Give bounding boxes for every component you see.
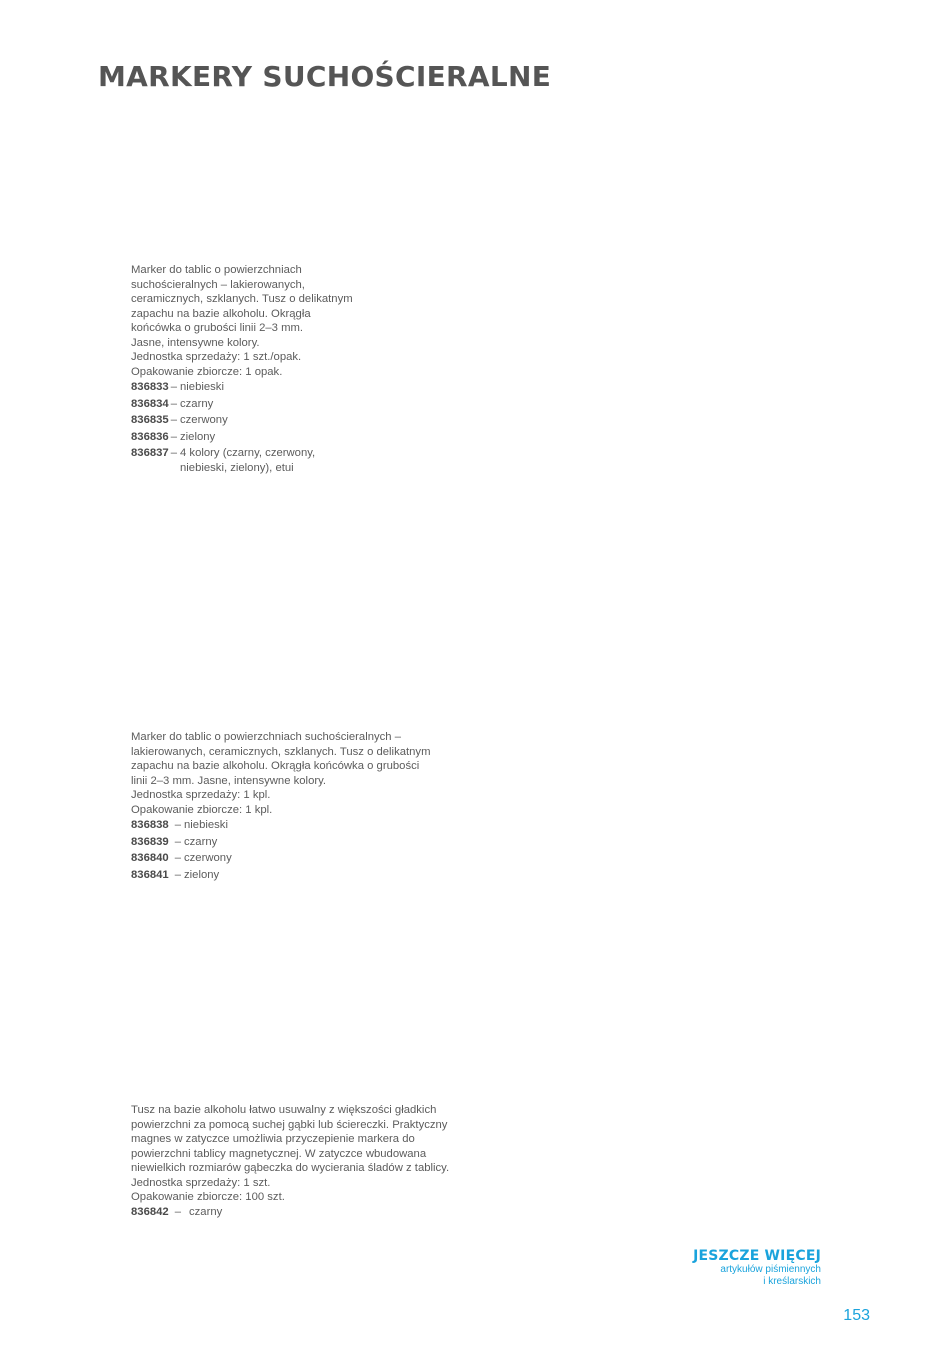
color-label: niebieski <box>184 819 228 831</box>
dash: – <box>170 381 177 393</box>
color-label: czarny <box>180 397 214 410</box>
color-label: czerwony <box>180 414 228 426</box>
color-label: zielony <box>180 430 216 443</box>
code-row <box>131 834 430 851</box>
product-description: Marker do tablic o powierzchniach suchościeralnych – lakierowanych, ceramicznych, szklanych. Tusz o delikatnym zapachu na bazie alkoholu. Okrągła końcówka o grubości linii 2–3 mm. Jasne, intensywne kolory. Jednostka sprzedaży: 1 kpl. Opakowanie zbiorcze: 1 kpl. <box>131 731 431 816</box>
code-row <box>131 867 430 884</box>
product-code: 836841 <box>131 868 169 881</box>
dash: – <box>174 1205 181 1218</box>
more-products-subtitle: artykułów piśmiennych i kreślarskich <box>720 1264 821 1287</box>
color-label: czarny <box>184 835 218 848</box>
dash: – <box>170 414 177 426</box>
product-code: 836835 <box>131 414 169 426</box>
product-description: Tusz na bazie alkoholu łatwo usuwalny z większości gładkich powierzchni za pomocą suchej gąbki lub ściereczki. Praktyczny magnes w zatyczce umożliwia przyczepienie markera do powierzchni tablicy magnetycznej. W zatyczce wbudowana niewielkich rozmiarów gąbeczka do wycierania śladów z tablicy. Jednostka sprzedaży: 1 szt. Opakowanie zbiorcze: 100 szt. <box>131 1104 450 1203</box>
page-title: MARKERY SUCHOŚCIERALNE <box>98 60 552 93</box>
code-row <box>131 850 430 867</box>
product-block-1 <box>131 263 353 475</box>
dash: – <box>174 835 181 848</box>
product-code: 836840 <box>131 852 169 864</box>
code-row <box>131 1205 449 1220</box>
product-code: 836834 <box>131 397 169 410</box>
code-row <box>131 429 353 446</box>
dash: – <box>174 852 181 864</box>
color-label: niebieski <box>180 381 224 393</box>
dash: – <box>174 868 181 881</box>
more-products-title: JESZCZE WIĘCEJ <box>693 1248 821 1264</box>
code-row <box>131 396 353 413</box>
color-label: zielony <box>184 868 220 881</box>
more-products-promo[interactable] <box>693 1248 821 1288</box>
product-code-list <box>131 817 430 883</box>
code-row <box>131 817 430 834</box>
product-block-3 <box>131 1103 449 1219</box>
color-label: czarny <box>189 1205 223 1218</box>
dash: – <box>174 819 181 831</box>
product-code: 836833 <box>131 381 169 393</box>
dash: – <box>170 397 177 410</box>
product-code: 836838 <box>131 819 169 831</box>
code-row <box>131 379 353 396</box>
product-code: 836837 <box>131 447 169 459</box>
product-block-2 <box>131 730 430 883</box>
product-code-list <box>131 379 353 475</box>
color-label: 4 kolory (czarny, czerwony, niebieski, zielony), etui <box>180 447 316 474</box>
color-label: czerwony <box>184 852 232 864</box>
code-row <box>131 412 353 429</box>
product-code: 836842 <box>131 1205 169 1218</box>
dash: – <box>170 447 177 459</box>
product-code: 836836 <box>131 430 169 443</box>
page-number: 153 <box>843 1307 870 1324</box>
product-description: Marker do tablic o powierzchniach suchościeralnych – lakierowanych, ceramicznych, szklanych. Tusz o delikatnym zapachu na bazie alkoholu. Okrągła końcówka o grubości linii 2–3 mm. Jasne, intensywne kolory. Jednostka sprzedaży: 1 szt./opak. Opakowanie zbiorcze: 1 opak. <box>131 264 353 378</box>
dash: – <box>170 430 177 443</box>
product-code-list <box>131 1205 449 1220</box>
product-code: 836839 <box>131 835 169 848</box>
code-row <box>131 445 353 475</box>
